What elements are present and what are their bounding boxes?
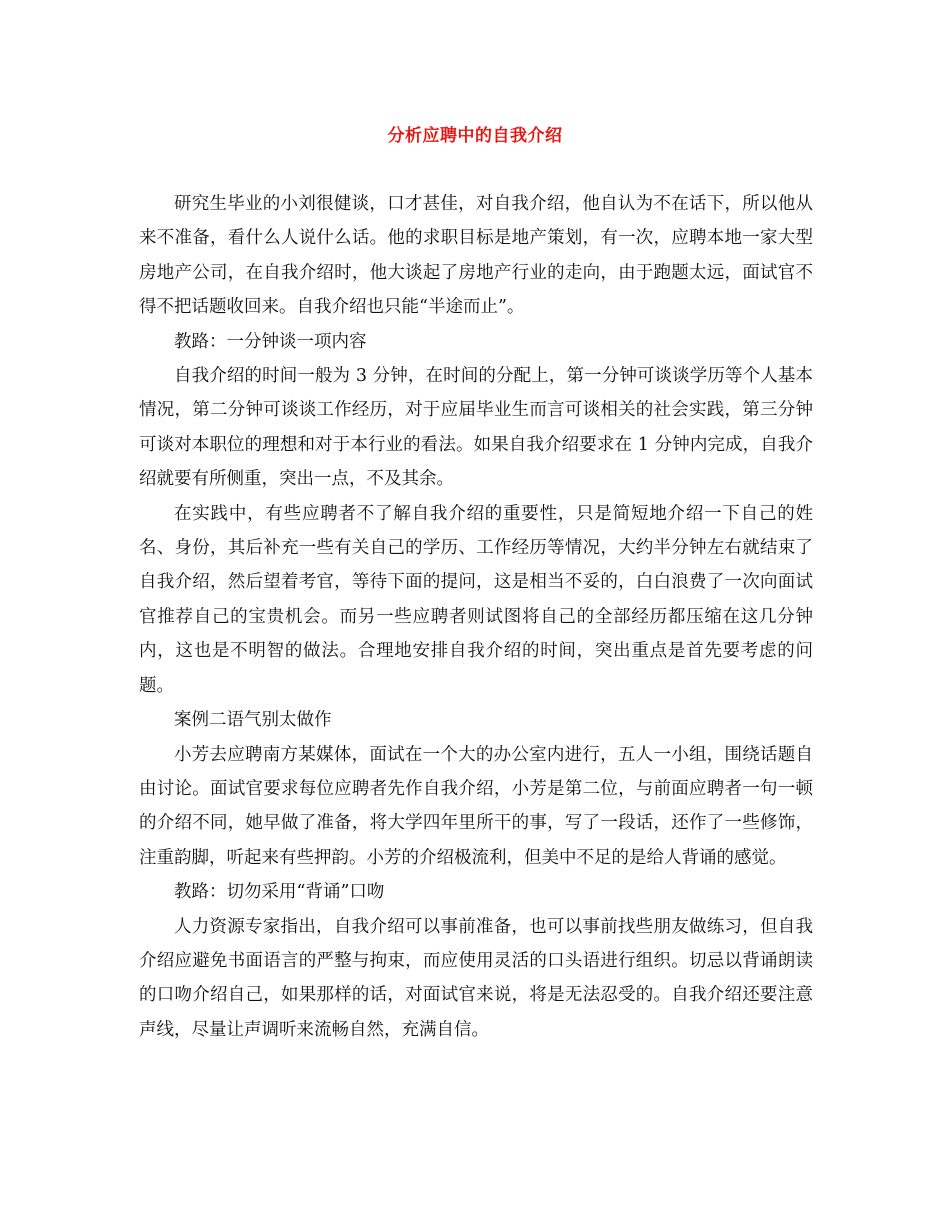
paragraph-time-allocation: 自我介绍的时间一般为 3 分钟，在时间的分配上，第一分钟可谈谈学历等个人基本情况，第二分钟可谈谈工作经历，对于应届毕业生而言可谈相关的社会实践，第三分钟可谈对本职位的理想和对于本行业的看法。如果自我介绍要求在 1 分钟内完成，自我介绍就要有所侧重，突出一点，不及其余。 bbox=[139, 366, 813, 490]
paragraph-practice: 在实践中，有些应聘者不了解自我介绍的重要性，只是简短地介绍一下自己的姓名、身份，其后补充一些有关自己的学历、工作经历等情况，大约半分钟左右就结束了自我介绍，然后望着考官，等待下面的提问，这是相当不妥的，白白浪费了一次向面试官推荐自己的宝贵机会。而另一些应聘者则试图将自己的全部经历都压缩在这几分钟内，这也是不明智的做法。合理地安排自我介绍的时间，突出重点是首先要考虑的问题。 bbox=[139, 503, 813, 696]
document-body bbox=[139, 187, 813, 1047]
document-title: 分析应聘中的自我介绍 bbox=[387, 126, 563, 146]
paragraph-case-two: 小芳去应聘南方某媒体，面试在一个大的办公室内进行，五人一小组，围绕话题自由讨论。面试官要求每位应聘者先作自我介绍，小芳是第二位，与前面应聘者一句一顿的介绍不同，她早做了准备，将大学四年里所干的事，写了一段话，还作了一些修饰，注重韵脚，听起来有些押韵。小芳的介绍极流利，但美中不足的是给人背诵的感觉。 bbox=[139, 744, 813, 868]
paragraph-expert-advice: 人力资源专家指出，自我介绍可以事前准备，也可以事前找些朋友做练习，但自我介绍应避免书面语言的严整与拘束，而应使用灵活的口头语进行组织。切忌以背诵朗读的口吻介绍自己，如果那样的话，对面试官来说，将是无法忍受的。自我介绍还要注意声线，尽量让声调听来流畅自然，充满自信。 bbox=[139, 916, 813, 1040]
subheading-tip-one: 教路：一分钟谈一项内容 bbox=[174, 331, 367, 352]
subheading-case-two: 案例二语气别太做作 bbox=[174, 710, 332, 731]
subheading-tip-two: 教路：切勿采用“背诵”口吻 bbox=[174, 882, 385, 903]
paragraph-case-one: 研究生毕业的小刘很健谈，口才甚佳，对自我介绍，他自认为不在话下，所以他从来不准备，看什么人说什么话。他的求职目标是地产策划，有一次，应聘本地一家大型房地产公司，在自我介绍时，他大谈起了房地产行业的走向，由于跑题太远，面试官不得不把话题收回来。自我介绍也只能“半途而止”。 bbox=[139, 194, 813, 318]
